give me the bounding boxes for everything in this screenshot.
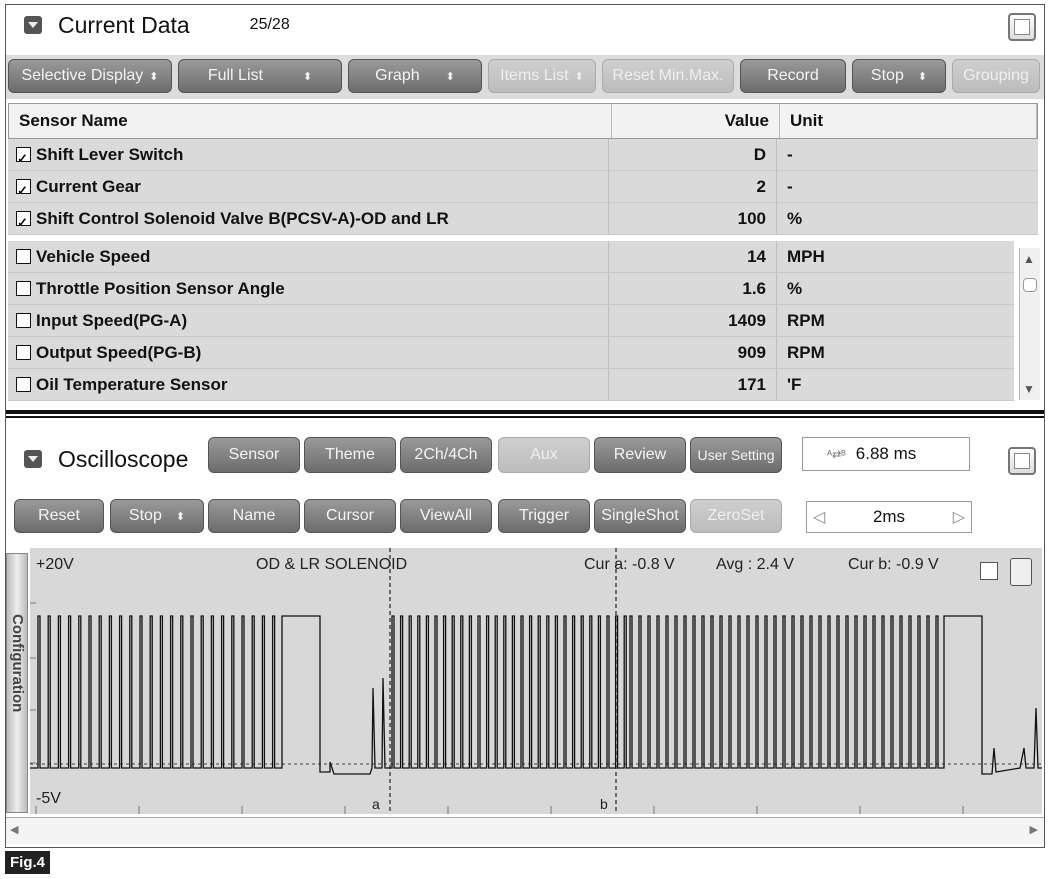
oscilloscope-toolbar bbox=[6, 493, 1044, 539]
y-max-label: +20V bbox=[36, 556, 74, 573]
sensor-name-cell bbox=[8, 337, 609, 368]
horizontal-scrollbar[interactable] bbox=[6, 817, 1044, 844]
row-checkbox[interactable] bbox=[16, 179, 31, 194]
time-decrease-icon[interactable]: ◁ bbox=[813, 509, 826, 526]
sensor-name: Vehicle Speed bbox=[36, 247, 151, 266]
row-checkbox[interactable] bbox=[16, 211, 31, 226]
table-row[interactable] bbox=[8, 273, 1014, 305]
sensor-value: 171 bbox=[609, 369, 777, 400]
table-header bbox=[8, 103, 1038, 139]
sensor-name: Output Speed(PG-B) bbox=[36, 343, 202, 362]
sensor-unit: % bbox=[787, 279, 803, 298]
sensor-table bbox=[8, 103, 1038, 401]
waveform-svg bbox=[30, 548, 1042, 814]
delta-time-display bbox=[802, 437, 970, 471]
table-row[interactable] bbox=[8, 369, 1014, 401]
sensor-name-cell bbox=[8, 171, 609, 202]
cursor-b-marker[interactable]: b bbox=[600, 796, 608, 812]
col-sensor-name[interactable]: Sensor Name bbox=[9, 104, 612, 138]
reset-min-max-button[interactable]: Reset Min.Max. bbox=[602, 59, 734, 93]
sensor-value: D bbox=[609, 139, 777, 170]
name-button[interactable]: Name bbox=[208, 499, 300, 533]
delta-ab-icon: ᴬ⇄ᴮ bbox=[827, 448, 846, 461]
sensor-unit: RPM bbox=[787, 311, 825, 330]
sensor-unit: MPH bbox=[787, 247, 825, 266]
zeroset-button[interactable]: ZeroSet bbox=[690, 499, 782, 533]
col-unit[interactable]: Unit bbox=[780, 104, 1037, 138]
table-row[interactable] bbox=[8, 241, 1014, 273]
sensor-value: 1409 bbox=[609, 305, 777, 336]
sensor-value: 909 bbox=[609, 337, 777, 368]
cursor-button[interactable]: Cursor bbox=[304, 499, 396, 533]
viewall-button[interactable]: ViewAll bbox=[400, 499, 492, 533]
time-div-value: 2ms bbox=[872, 507, 906, 526]
cursor-a-reading: Cur a: -0.8 V bbox=[584, 556, 675, 573]
aux-button[interactable]: Aux bbox=[498, 437, 590, 473]
maximize-osc-icon[interactable] bbox=[1008, 447, 1036, 475]
grouping-button[interactable]: Grouping bbox=[952, 59, 1040, 93]
figure-label: Fig.4 bbox=[5, 851, 50, 874]
item-count: 25/28 bbox=[249, 16, 290, 33]
configuration-tab[interactable] bbox=[6, 553, 28, 813]
selective-display-button[interactable]: Selective Display ⬍ bbox=[8, 59, 172, 93]
sensor-name: Oil Temperature Sensor bbox=[36, 375, 228, 394]
trigger-button[interactable]: Trigger bbox=[498, 499, 590, 533]
osc-stop-button[interactable]: Stop ⬍ bbox=[110, 499, 204, 533]
sensor-unit: RPM bbox=[787, 343, 825, 362]
sensor-name: Throttle Position Sensor Angle bbox=[36, 279, 285, 298]
cursor-b-reading: Cur b: -0.9 V bbox=[848, 556, 939, 573]
collapse-osc-icon[interactable] bbox=[24, 450, 42, 468]
sensor-unit: - bbox=[787, 145, 793, 164]
fixed-rows bbox=[8, 139, 1038, 235]
cursor-a-marker[interactable]: a bbox=[372, 796, 380, 812]
average-reading: Avg : 2.4 V bbox=[716, 556, 794, 573]
scan-tool-window bbox=[5, 4, 1045, 848]
scroll-down-icon[interactable]: ▼ bbox=[1023, 382, 1035, 396]
sensor-unit: % bbox=[787, 209, 803, 228]
panel-divider bbox=[6, 410, 1044, 414]
panel-divider-thin bbox=[6, 416, 1044, 418]
time-div-control bbox=[806, 501, 972, 533]
table-row[interactable] bbox=[8, 203, 1038, 235]
sensor-name-cell bbox=[8, 203, 609, 234]
scroll-rows bbox=[8, 241, 1014, 401]
channel-mode-button[interactable]: 2Ch/4Ch bbox=[400, 437, 492, 473]
scroll-left-icon[interactable]: ◀ bbox=[10, 824, 19, 836]
sensor-value: 2 bbox=[609, 171, 777, 202]
stop-button[interactable]: Stop ⬍ bbox=[852, 59, 946, 93]
sensor-unit: 'F bbox=[787, 375, 802, 394]
graph-button[interactable]: Graph ⬍ bbox=[348, 59, 482, 93]
graph-checkbox[interactable] bbox=[980, 562, 998, 580]
singleshot-button[interactable]: SingleShot bbox=[594, 499, 686, 533]
sensor-unit: - bbox=[787, 177, 793, 196]
sensor-name-cell bbox=[8, 305, 609, 336]
channel-name: OD & LR SOLENOID bbox=[256, 556, 408, 573]
user-setting-button[interactable]: User Setting bbox=[690, 437, 782, 473]
table-row[interactable] bbox=[8, 305, 1014, 337]
oscilloscope-title: Oscilloscope bbox=[58, 445, 189, 472]
sensor-name-cell bbox=[8, 241, 609, 272]
row-checkbox[interactable] bbox=[16, 377, 31, 392]
delta-time-value: 6.88 ms bbox=[855, 444, 917, 463]
sensor-name: Input Speed(PG-A) bbox=[36, 311, 188, 330]
col-value[interactable]: Value bbox=[612, 104, 780, 138]
table-scrollbar[interactable] bbox=[1019, 248, 1040, 400]
sensor-name-cell bbox=[8, 369, 609, 400]
items-list-button[interactable]: Items List ⬍ bbox=[488, 59, 596, 93]
row-checkbox[interactable] bbox=[16, 147, 31, 162]
configuration-label: Configuration bbox=[9, 614, 26, 713]
reset-button[interactable]: Reset bbox=[14, 499, 104, 533]
scroll-right-icon[interactable]: ▶ bbox=[1029, 824, 1038, 836]
row-checkbox[interactable] bbox=[16, 345, 31, 360]
graph-layout-icon[interactable] bbox=[1010, 558, 1032, 586]
review-button[interactable]: Review bbox=[594, 437, 686, 473]
row-checkbox[interactable] bbox=[16, 249, 31, 264]
maximize-icon[interactable] bbox=[1008, 13, 1036, 41]
current-data-toolbar bbox=[6, 55, 1044, 99]
row-checkbox[interactable] bbox=[16, 281, 31, 296]
sensor-button[interactable]: Sensor bbox=[208, 437, 300, 473]
record-button[interactable]: Record bbox=[740, 59, 846, 93]
time-increase-icon[interactable]: ▷ bbox=[952, 509, 965, 526]
sensor-value: 14 bbox=[609, 241, 777, 272]
waveform-trace bbox=[30, 616, 1042, 774]
sensor-value: 1.6 bbox=[609, 273, 777, 304]
current-data-header bbox=[6, 5, 1044, 45]
sensor-name: Current Gear bbox=[36, 177, 141, 196]
row-checkbox[interactable] bbox=[16, 313, 31, 328]
scroll-thumb[interactable] bbox=[1023, 278, 1037, 292]
oscilloscope-graph[interactable] bbox=[30, 548, 1042, 814]
theme-button[interactable]: Theme bbox=[304, 437, 396, 473]
table-row[interactable] bbox=[8, 337, 1014, 369]
current-data-title: Current Data bbox=[58, 11, 190, 38]
collapse-icon[interactable] bbox=[24, 16, 42, 34]
table-row[interactable] bbox=[8, 139, 1038, 171]
sensor-name: Shift Control Solenoid Valve B(PCSV-A)-OD and LR bbox=[36, 209, 449, 228]
sensor-name-cell bbox=[8, 139, 609, 170]
table-row[interactable] bbox=[8, 171, 1038, 203]
full-list-button[interactable]: Full List ⬍ bbox=[178, 59, 342, 93]
y-min-label: -5V bbox=[36, 790, 61, 807]
sensor-name: Shift Lever Switch bbox=[36, 145, 184, 164]
sensor-value: 100 bbox=[609, 203, 777, 234]
scroll-up-icon[interactable]: ▲ bbox=[1023, 252, 1035, 266]
sensor-name-cell bbox=[8, 273, 609, 304]
